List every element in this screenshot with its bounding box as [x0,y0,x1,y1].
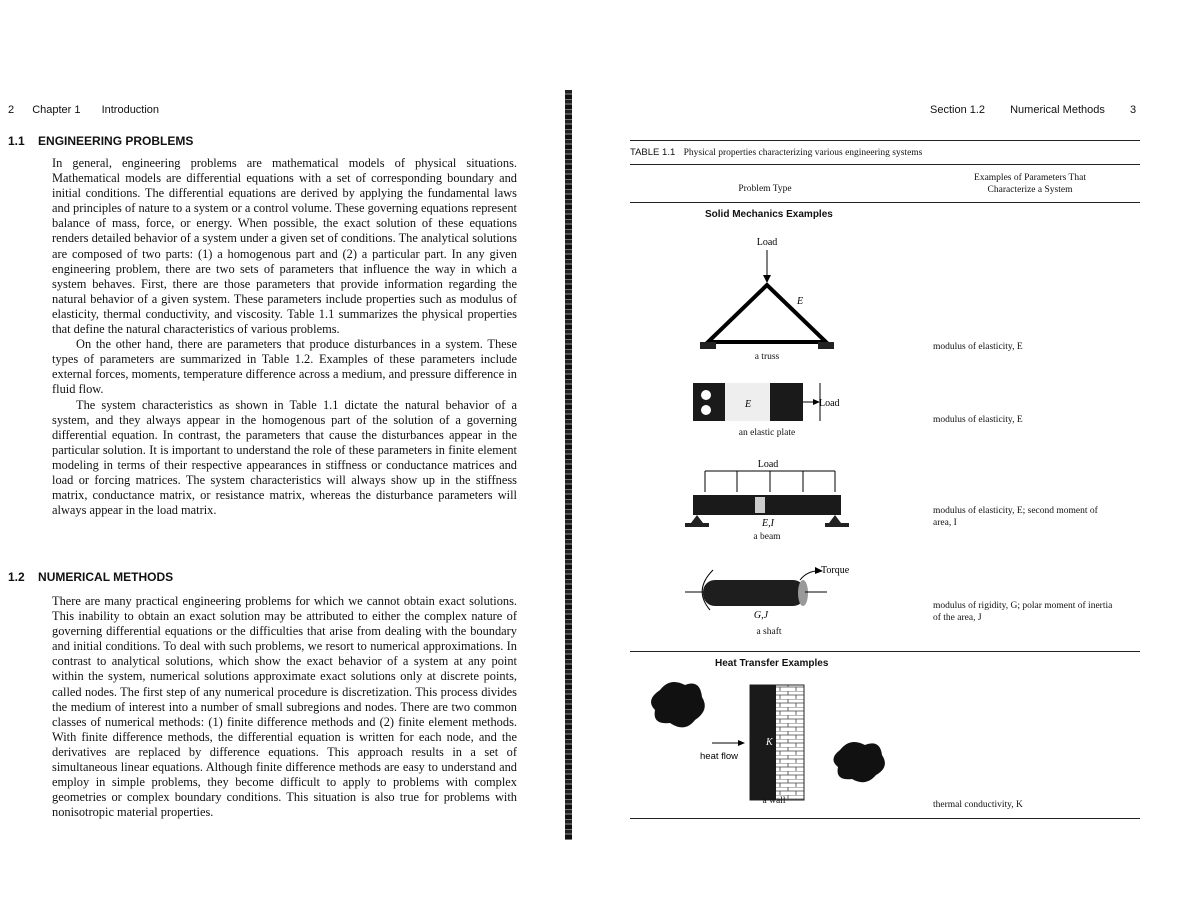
shaft-end [798,580,808,606]
shaft-gj-label: G,J [753,610,769,621]
wall-parameter [933,799,1133,811]
table-top-rule [630,140,1140,141]
param-line: area, I [933,518,957,528]
truss-parameter [933,341,1133,353]
right-page-number: 3 [1129,104,1137,116]
truss-load-label: Load [756,237,778,248]
beam-support-left [691,515,703,523]
plate-parameter [933,414,1133,426]
param-line: modulus of elasticity, E [933,415,1023,425]
plate-e-label: E [745,399,752,410]
wall-diagram [640,675,910,810]
beam-support-base [685,523,709,527]
right-support [818,342,834,349]
chapter-label: Chapter 1 [32,104,81,116]
beam-body [693,495,841,515]
section-label: Section 1.2 [930,104,986,116]
section-title: NUMERICAL METHODS [38,570,174,584]
paragraph: The system characteristics as shown in Table 1.1 dictate the natural behavior of a system, and they always appear in the homogenous part of the solution of a governing differential equation. In contrast, the parameters that cause the disturbances appear in the particular solution. It is important to understand the role of these parameters in finite element modeling in terms of their respective appearances in stiffness or conductance matrices and load or forcing matrices. The system characteristics will always show up in the stiffness matrix, conductance matrix, or resistance matrix, whereas the disturbance parameters will always appear in the load matrix. [52,397,517,518]
plate-load-label: Load [819,398,840,409]
beam-caption: a beam [753,532,781,542]
table-section-rule [630,651,1140,652]
shaft-parameter [933,600,1143,624]
left-support [700,342,716,349]
col-header-parameters [950,172,1110,196]
table-header-rule [630,202,1140,203]
section-heading-1-2 [8,570,173,584]
table-caption-text: Physical properties characterizing various engineering systems [683,148,923,158]
paragraph: On the other hand, there are parameters that produce disturbances in a system. These types of parameters are summarized in Table 1.2. Examples of these parameters include external forces, moments, temperature difference across a medium, and pressure difference in fluid flow. [52,337,517,397]
left-running-head [8,104,159,116]
section-title: ENGINEERING PROBLEMS [38,134,194,148]
col-header-line: Characterize a System [987,185,1073,195]
beam-support-right [829,515,841,523]
table-label: TABLE 1.1 [630,147,676,158]
paragraph: In general, engineering problems are mathematical models of physical situations. Mathematical models are differential equations with a set of corresponding boundary and initial conditions. The differential equations are derived by applying the fundamental laws and principles of nature to a system or a control volume. These governing equations represent balance of mass, force, or energy. When possible, the exact solution of these equations renders detailed behavior of a system under a given set of conditions. The analytical solutions are composed of two parts: (1) a homogenous part and (2) a particular part. In any given engineering problem, there are two sets of parameters that influence the way in which a system behaves. First, there are those parameters that provide information regarding the natural behavior of a given system. These parameters include properties such as modulus of elasticity, thermal conductivity, and viscosity. Table 1.1 summarizes the physical properties that define the natural characteristics of various problems. [52,156,517,337]
beam-support-base [825,523,849,527]
wall-k-label: K [766,737,773,748]
param-line: modulus of elasticity, E [933,342,1023,352]
shaft-caption: a shaft [756,627,782,637]
book-gutter [565,90,572,840]
table-caption-rule [630,164,1140,165]
shaft-diagram [675,560,865,630]
section-number: 1.1 [8,134,25,148]
beam-load-label: Load [757,459,779,470]
section-1-2-body [52,594,517,820]
shaft-body [703,580,805,606]
plate-hole [701,390,711,400]
section-heading-1-1 [8,134,193,148]
torque-label: Torque [821,565,850,576]
category-solid-mechanics: Solid Mechanics Examples [705,209,833,220]
beam-ei-label: E,I [762,518,774,529]
table-caption [630,147,922,158]
col-header-problem-type: Problem Type [738,184,792,194]
param-line: thermal conductivity, K [933,800,1023,810]
right-running-head [930,104,1136,116]
col-header-line: Examples of Parameters That [974,173,1086,183]
load-arrow-head [763,275,771,283]
heat-flow-arrow-head [738,740,745,746]
section-1-1-body [52,156,517,518]
hot-temperature-blob [651,682,705,727]
truss-e-label: E [797,296,804,307]
plate-caption: an elastic plate [738,428,796,438]
elastic-plate-diagram [690,380,850,428]
paragraph: There are many practical engineering problems for which we cannot obtain exact solutions. This inability to obtain an exact solution may be attributed to either the complex nature of governing differential equations or the difficulties that arise from dealing with the boundary and initial conditions. To deal with such problems, we resort to numerical approximations. In contrast to analytical solutions, which show the exact behavior of a system at any point within the system, numerical solutions approximate exact solutions only at discrete points, called nodes. The first step of any numerical procedure is discretization. This process divides the medium of interest into a number of small subregions and nodes. There are two common classes of numerical methods: (1) finite difference methods and (2) finite element methods. With finite difference methods, the differential equation is written for each node, and the derivatives are replaced by difference equations. This approach results in a set of simultaneous linear equations. Although finite difference methods are easy to understand and employ in simple problems, they become difficult to apply to problems with complex geometries or complex boundary conditions. This situation is also true for problems with nonisotropic material properties. [52,594,517,820]
left-page-number: 2 [8,104,15,116]
section-running-title: Numerical Methods [1010,104,1105,116]
wall-caption: a wall [762,796,786,806]
section-number: 1.2 [8,570,25,584]
beam-diagram [685,455,855,530]
cold-temperature-blob [833,742,884,782]
beam-highlight [755,497,765,513]
plate-hole [701,405,711,415]
beam-parameter [933,505,1133,529]
truss-frame [708,285,826,342]
param-line: modulus of rigidity, G; polar moment of inertia [933,601,1113,611]
heat-flow-label: heat flow [700,751,739,762]
truss-caption: a truss [754,352,780,362]
table-bottom-rule [630,818,1140,819]
category-heat-transfer: Heat Transfer Examples [715,658,829,669]
param-line: modulus of elasticity, E; second moment of [933,506,1098,516]
param-line: of the area, J [933,613,982,623]
chapter-title: Introduction [101,104,160,116]
truss-diagram [690,230,850,355]
